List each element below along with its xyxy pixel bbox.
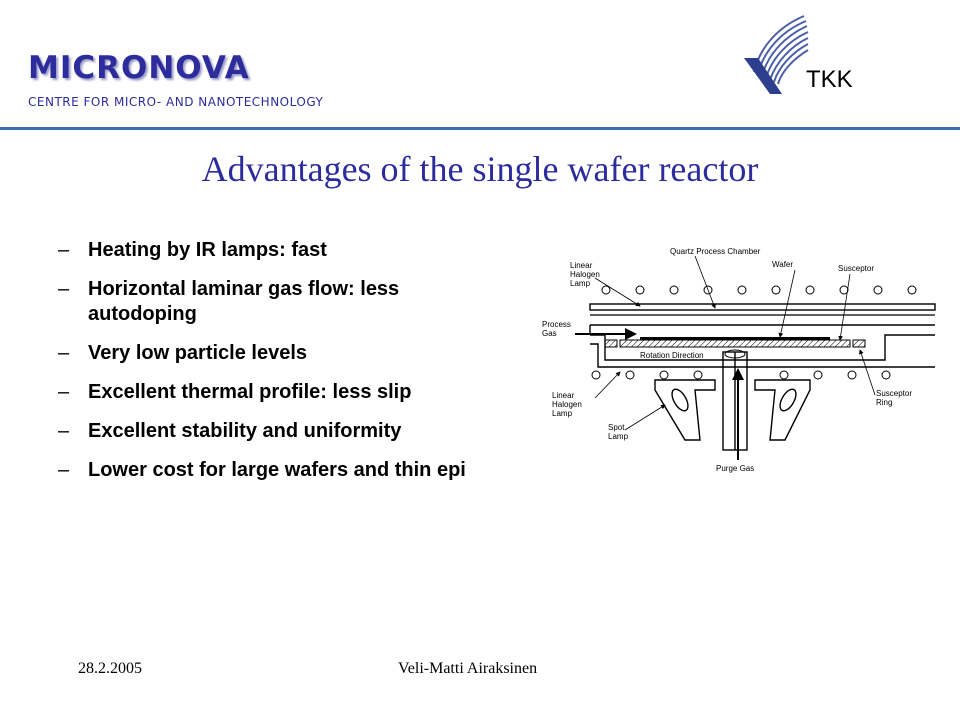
bullet-text: Horizontal laminar gas flow: less autodoping [88,278,400,325]
bullet-dash: – [58,381,70,403]
label-linear-halogen-lamp-bottom: Halogen [552,400,582,409]
label-susceptor-ring: Susceptor [876,389,913,398]
header-divider [0,127,960,130]
label-process-gas: Gas [542,329,557,338]
micronova-logo-title: MICRONOVA [28,50,250,86]
label-rotation-direction: Rotation Direction [640,351,704,360]
label-process-gas: Process [542,320,571,329]
bullet-item [58,341,508,366]
tkk-logo-text: TKK [806,66,853,93]
susceptor-ring-left [605,340,617,347]
susceptor [620,340,850,347]
bottom-lamp-row [592,371,890,379]
label-spot-lamp: Lamp [608,432,629,441]
label-quartz-chamber: Quartz Process Chamber [670,247,761,256]
label-spot-lamp: Spot [608,423,625,432]
label-linear-halogen-lamp-bottom: Linear [552,391,575,400]
susceptor-ring-right [853,340,865,347]
bullet-item [58,380,508,405]
bullet-text: Heating by IR lamps: fast [88,239,327,261]
label-linear-halogen-lamp-top: Halogen [570,270,600,279]
quartz-chamber-top [590,304,935,310]
bullet-dash: – [58,420,70,442]
top-lamp-row [602,286,916,294]
bullet-text: Very low particle levels [88,342,308,364]
label-purge-gas: Purge Gas [716,464,755,473]
reactor-diagram [540,240,940,475]
bullet-dash: – [58,459,70,481]
footer-date: 28.2.2005 [78,660,142,677]
label-susceptor-ring: Ring [876,398,893,407]
bullet-dash: – [58,342,70,364]
wafer [640,337,830,340]
label-linear-halogen-lamp-top: Lamp [570,279,591,288]
bullet-text: Excellent thermal profile: less slip [88,381,412,403]
slide-title: Advantages of the single wafer reactor [201,149,759,189]
label-wafer: Wafer [772,260,794,269]
label-linear-halogen-lamp-bottom: Lamp [552,409,573,418]
label-susceptor: Susceptor [838,264,875,273]
micronova-logo-subtitle: CENTRE FOR MICRO- AND NANOTECHNOLOGY [28,95,324,109]
tkk-emblem-icon [740,12,810,96]
bullet-item [58,277,508,327]
bullet-item [58,458,508,483]
bullet-text: Lower cost for large wafers and thin epi [88,459,466,481]
bullet-item [58,419,508,444]
bullet-dash: – [58,239,70,261]
bullet-item [58,238,508,263]
bullet-text: Excellent stability and uniformity [88,420,402,442]
bullet-list [58,238,508,497]
label-linear-halogen-lamp-top: Linear [570,261,593,270]
footer-author: Veli-Matti Airaksinen [398,660,538,677]
bullet-dash: – [58,278,70,300]
